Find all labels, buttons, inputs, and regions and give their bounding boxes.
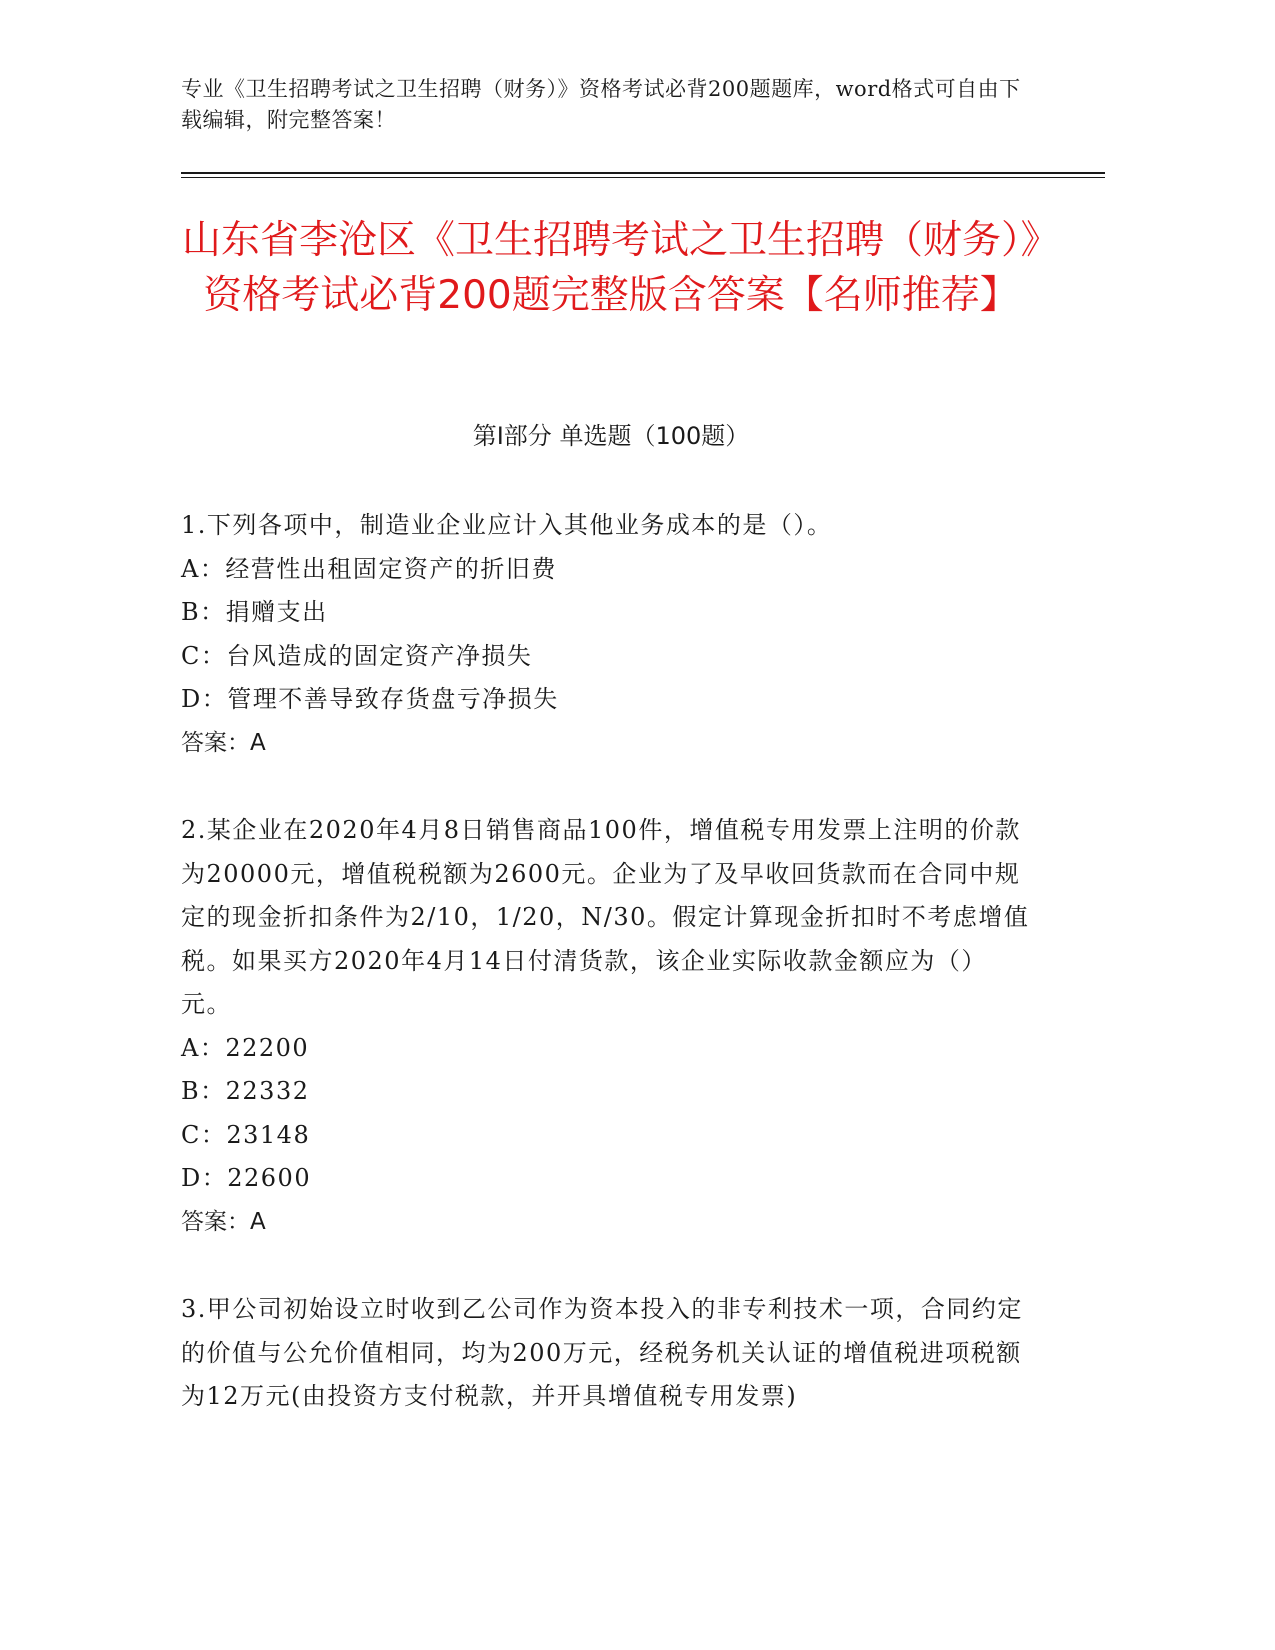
option-b: B：22332: [181, 1077, 310, 1105]
option-a: A：经营性出租固定资产的折旧费: [181, 554, 557, 583]
section-title: 第I部分 单选题（100题）: [472, 422, 750, 450]
header-divider-thin: [181, 177, 1105, 178]
question-3: [181, 1288, 1031, 1419]
option-a: A：22200: [181, 1033, 310, 1062]
option-c: C：台风造成的固定资产净损失: [181, 641, 533, 670]
question-stem: 1.下列各项中，制造业企业应计入其他业务成本的是（）。: [181, 511, 833, 539]
question-1: [181, 504, 1031, 765]
answer-label: 答案：A: [181, 1208, 266, 1235]
header-note: 专业《卫生招聘考试之卫生招聘（财务）》资格考试必背200题题库，word格式可自由下载编辑，附完整答案！: [181, 77, 1021, 132]
question-2: [181, 809, 1031, 1244]
option-d: D：22600: [181, 1164, 312, 1192]
option-c: C：23148: [181, 1120, 311, 1149]
document-title: 山东省李沧区《卫生招聘考试之卫生招聘（财务）》资格考试必背200题完整版含答案【名师推荐】: [181, 218, 1040, 318]
option-d: D：管理不善导致存货盘亏净损失: [181, 685, 559, 713]
answer-label: 答案：A: [181, 729, 266, 756]
header-divider-thick: [181, 172, 1105, 174]
question-stem: 2.某企业在2020年4月8日销售商品100件，增值税专用发票上注明的价款为20000元，增值税税额为2600元。企业为了及早收回货款而在合同中规定的现金折扣条件为2/10，1/20，N/30。假定计算现金折扣时不考虑增值税。如果买方2020年4月14日付清货款，该企业实际收款金额应为（）元。: [181, 816, 1030, 1018]
option-b: B：捐赠支出: [181, 598, 328, 626]
question-stem: 3.甲公司初始设立时收到乙公司作为资本投入的非专利技术一项，合同约定的价值与公允价值相同，均为200万元，经税务机关认证的增值税进项税额为12万元(由投资方支付税款，并开具增值税专用发票): [181, 1295, 1023, 1410]
